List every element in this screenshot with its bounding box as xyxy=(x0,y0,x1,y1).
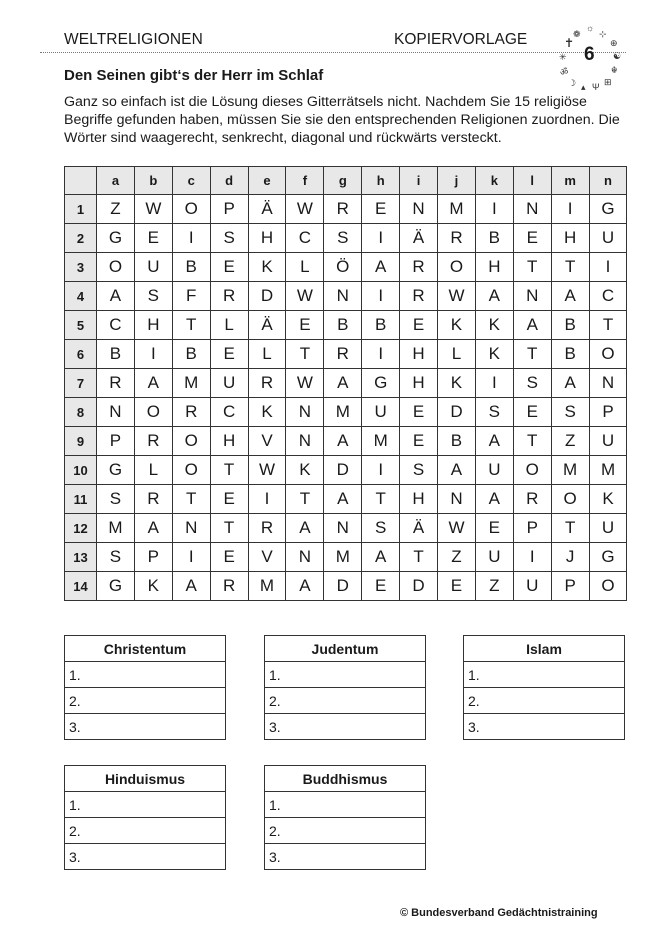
grid-cell[interactable]: H xyxy=(400,485,438,514)
grid-row-label: 12 xyxy=(65,514,97,543)
grid-cell[interactable]: W xyxy=(286,369,324,398)
answer-slot[interactable]: 3. xyxy=(65,714,226,740)
grid-cell[interactable]: L xyxy=(286,253,324,282)
grid-cell[interactable]: E xyxy=(438,572,476,601)
grid-column-label: j xyxy=(438,167,476,195)
grid-row-label: 5 xyxy=(65,311,97,340)
grid-cell[interactable]: R xyxy=(210,572,248,601)
grid-row-label: 1 xyxy=(65,195,97,224)
grid-cell[interactable]: G xyxy=(589,195,627,224)
answer-table-heading: Islam xyxy=(464,636,625,662)
grid-row-label: 6 xyxy=(65,340,97,369)
grid-row xyxy=(65,398,627,427)
grid-row-label: 11 xyxy=(65,485,97,514)
grid-cell[interactable]: S xyxy=(97,543,135,572)
yin-yang-icon: ☯ xyxy=(613,51,622,61)
grid-cell[interactable]: K xyxy=(248,253,286,282)
answer-table-buddhismus xyxy=(264,765,426,870)
grid-cell[interactable]: P xyxy=(513,514,551,543)
grid-cell[interactable]: Z xyxy=(551,427,589,456)
grid-cell[interactable]: N xyxy=(589,369,627,398)
grid-cell[interactable]: Z xyxy=(97,195,135,224)
grid-row xyxy=(65,340,627,369)
grid-cell[interactable]: I xyxy=(362,282,400,311)
grid-cell[interactable]: Ä xyxy=(248,195,286,224)
grid-cell[interactable]: G xyxy=(97,456,135,485)
grid-cell[interactable]: A xyxy=(475,485,513,514)
grid-cell[interactable]: E xyxy=(400,427,438,456)
grid-cell[interactable]: T xyxy=(210,514,248,543)
grid-cell[interactable]: N xyxy=(286,427,324,456)
grid-cell[interactable]: A xyxy=(286,572,324,601)
grid-cell[interactable]: E xyxy=(210,340,248,369)
grid-cell[interactable]: L xyxy=(134,456,172,485)
grid-cell[interactable]: W xyxy=(248,456,286,485)
grid-cell[interactable]: A xyxy=(362,543,400,572)
instructions: Ganz so einfach ist die Lösung dieses Gitterrätsels nicht. Nachdem Sie 15 religiöse Begriffe gefunden haben, müssen Sie sie den entsprechenden Religionen zuordnen. Die Wörter sind waagerecht, senkrecht, diagonal und rückwärts versteckt. xyxy=(64,94,620,146)
answer-slot[interactable]: 1. xyxy=(265,662,426,688)
bahai-icon: ⊕ xyxy=(610,38,618,48)
grid-cell[interactable]: T xyxy=(400,543,438,572)
grid-column-label: e xyxy=(248,167,286,195)
grid-cell[interactable]: A xyxy=(324,427,362,456)
grid-column-label: n xyxy=(589,167,627,195)
answer-table-heading: Judentum xyxy=(265,636,426,662)
answer-table-hinduismus xyxy=(64,765,226,870)
grid-cell[interactable]: S xyxy=(210,224,248,253)
grid-cell[interactable]: F xyxy=(172,282,210,311)
grid-cell[interactable]: A xyxy=(551,282,589,311)
grid-cell[interactable]: T xyxy=(589,311,627,340)
grid-cell[interactable]: W xyxy=(286,282,324,311)
grid-cell[interactable]: N xyxy=(286,543,324,572)
grid-column-label: a xyxy=(97,167,135,195)
star-of-david-icon: ▴ xyxy=(581,82,586,92)
grid-row-label: 2 xyxy=(65,224,97,253)
grid-cell[interactable]: I xyxy=(475,195,513,224)
grid-cell[interactable]: A xyxy=(134,369,172,398)
answer-slot[interactable]: 1. xyxy=(65,662,226,688)
grid-cell[interactable]: R xyxy=(324,195,362,224)
grid-cell[interactable]: T xyxy=(286,485,324,514)
grid-cell[interactable]: E xyxy=(362,572,400,601)
grid-row xyxy=(65,224,627,253)
grid-cell[interactable]: M xyxy=(248,572,286,601)
grid-cell[interactable]: E xyxy=(286,311,324,340)
answer-table-christentum xyxy=(64,635,226,740)
grid-cell[interactable]: S xyxy=(551,398,589,427)
grid-cell[interactable]: Z xyxy=(475,572,513,601)
grid-cell[interactable]: N xyxy=(513,282,551,311)
grid-corner xyxy=(65,167,97,195)
grid-cell[interactable]: B xyxy=(551,311,589,340)
grid-cell[interactable]: K xyxy=(134,572,172,601)
grid-cell[interactable]: R xyxy=(134,485,172,514)
grid-cell[interactable]: L xyxy=(248,340,286,369)
grid-cell[interactable]: M xyxy=(438,195,476,224)
grid-cell[interactable]: D xyxy=(248,282,286,311)
grid-cell[interactable]: I xyxy=(475,369,513,398)
grid-column-label: l xyxy=(513,167,551,195)
grid-cell[interactable]: E xyxy=(400,311,438,340)
grid-cell[interactable]: B xyxy=(172,253,210,282)
grid-cell[interactable]: J xyxy=(551,543,589,572)
grid-cell[interactable]: U xyxy=(210,369,248,398)
grid-cell[interactable]: T xyxy=(172,485,210,514)
grid-cell[interactable]: E xyxy=(400,398,438,427)
answer-table-heading: Hinduismus xyxy=(65,766,226,792)
religion-symbols-badge xyxy=(556,22,632,94)
grid-cell[interactable]: A xyxy=(286,514,324,543)
grid-cell[interactable]: E xyxy=(475,514,513,543)
menorah-icon: Ψ xyxy=(592,82,600,92)
grid-cell[interactable]: S xyxy=(324,224,362,253)
grid-cell[interactable]: B xyxy=(172,340,210,369)
grid-cell[interactable]: I xyxy=(248,485,286,514)
grid-cell[interactable]: O xyxy=(438,253,476,282)
grid-cell[interactable]: E xyxy=(210,485,248,514)
grid-cell[interactable]: G xyxy=(362,369,400,398)
grid-cell[interactable]: U xyxy=(589,427,627,456)
grid-cell[interactable]: R xyxy=(400,253,438,282)
answer-slot[interactable]: 3. xyxy=(65,844,226,870)
grid-cell[interactable]: U xyxy=(513,572,551,601)
grid-cell[interactable]: O xyxy=(172,427,210,456)
sun-icon: ☼ xyxy=(586,23,595,33)
grid-cell[interactable]: A xyxy=(362,253,400,282)
grid-cell[interactable]: M xyxy=(589,456,627,485)
grid-cell[interactable]: A xyxy=(172,572,210,601)
grid-cell[interactable]: E xyxy=(513,224,551,253)
grid-row xyxy=(65,572,627,601)
answer-table-islam xyxy=(463,635,625,740)
grid-cell[interactable]: O xyxy=(134,398,172,427)
answer-slot[interactable]: 2. xyxy=(464,688,625,714)
grid-cell[interactable]: D xyxy=(400,572,438,601)
grid-cell[interactable]: T xyxy=(551,253,589,282)
grid-cell[interactable]: N xyxy=(172,514,210,543)
grid-cell[interactable]: U xyxy=(475,543,513,572)
grid-cell[interactable]: G xyxy=(97,572,135,601)
grid-cell[interactable]: I xyxy=(513,543,551,572)
grid-cell[interactable]: A xyxy=(475,427,513,456)
grid-cell[interactable]: N xyxy=(513,195,551,224)
answer-slot[interactable]: 1. xyxy=(265,792,426,818)
grid-cell[interactable]: B xyxy=(97,340,135,369)
grid-row xyxy=(65,253,627,282)
grid-row-label: 14 xyxy=(65,572,97,601)
grid-cell[interactable]: A xyxy=(551,369,589,398)
grid-cell[interactable]: O xyxy=(513,456,551,485)
page-number: 6 xyxy=(584,44,595,65)
grid-cell[interactable]: N xyxy=(324,282,362,311)
grid-column-label: i xyxy=(400,167,438,195)
answer-slot[interactable]: 1. xyxy=(464,662,625,688)
grid-cell[interactable]: N xyxy=(324,514,362,543)
grid-cell[interactable]: R xyxy=(210,282,248,311)
grid-cell[interactable]: E xyxy=(210,253,248,282)
grid-cell[interactable]: R xyxy=(134,427,172,456)
grid-cell[interactable]: I xyxy=(551,195,589,224)
grid-cell[interactable]: C xyxy=(286,224,324,253)
grid-row-label: 3 xyxy=(65,253,97,282)
grid-cell[interactable]: T xyxy=(513,427,551,456)
grid-row-label: 9 xyxy=(65,427,97,456)
grid-cell[interactable]: W xyxy=(438,282,476,311)
grid-cell[interactable]: A xyxy=(324,369,362,398)
grid-cell[interactable]: N xyxy=(286,398,324,427)
grid-column-label: d xyxy=(210,167,248,195)
khanda-icon: ☬ xyxy=(611,65,618,75)
grid-cell[interactable]: H xyxy=(400,340,438,369)
grid-cell[interactable]: I xyxy=(172,543,210,572)
grid-cell[interactable]: S xyxy=(97,485,135,514)
grid-cell[interactable]: A xyxy=(97,282,135,311)
grid-cell[interactable]: Ä xyxy=(400,514,438,543)
grid-cell[interactable]: N xyxy=(400,195,438,224)
grid-column-label: f xyxy=(286,167,324,195)
grid-row-label: 10 xyxy=(65,456,97,485)
grid-cell[interactable]: Ö xyxy=(324,253,362,282)
grid-cell[interactable]: O xyxy=(172,456,210,485)
grid-cell[interactable]: O xyxy=(589,572,627,601)
grid-cell[interactable]: E xyxy=(513,398,551,427)
grid-cell[interactable]: S xyxy=(400,456,438,485)
grid-cell[interactable]: L xyxy=(438,340,476,369)
grid-column-label: b xyxy=(134,167,172,195)
grid-cell[interactable]: M xyxy=(97,514,135,543)
grid-row xyxy=(65,456,627,485)
grid-cell[interactable]: I xyxy=(134,340,172,369)
grid-row-label: 8 xyxy=(65,398,97,427)
grid-column-label: m xyxy=(551,167,589,195)
grid-row xyxy=(65,514,627,543)
page-title: Den Seinen gibt‘s der Herr im Schlaf xyxy=(64,67,324,84)
grid-cell[interactable]: W xyxy=(134,195,172,224)
grid-cell[interactable]: T xyxy=(172,311,210,340)
grid-cell[interactable]: U xyxy=(134,253,172,282)
grid-column-label: h xyxy=(362,167,400,195)
answer-table-heading: Christentum xyxy=(65,636,226,662)
grid-cell[interactable]: S xyxy=(134,282,172,311)
grid-column-label: k xyxy=(475,167,513,195)
grid-column-label: c xyxy=(172,167,210,195)
grid-cell[interactable]: A xyxy=(438,456,476,485)
grid-cell[interactable]: I xyxy=(362,224,400,253)
om-icon: ॐ xyxy=(560,67,569,77)
grid-cell[interactable]: W xyxy=(438,514,476,543)
section-title: WELTRELIGIONEN xyxy=(64,31,203,48)
grid-row xyxy=(65,485,627,514)
grid-cell[interactable]: R xyxy=(438,224,476,253)
grid-cell[interactable]: L xyxy=(210,311,248,340)
grid-cell[interactable]: I xyxy=(589,253,627,282)
answer-slot[interactable]: 2. xyxy=(65,688,226,714)
grid-cell[interactable]: H xyxy=(551,224,589,253)
grid-row xyxy=(65,427,627,456)
grid-cell[interactable]: U xyxy=(589,514,627,543)
grid-cell[interactable]: M xyxy=(324,398,362,427)
grid-row xyxy=(65,282,627,311)
grid-row xyxy=(65,543,627,572)
grid-cell[interactable]: N xyxy=(97,398,135,427)
grid-row xyxy=(65,311,627,340)
grid-cell[interactable]: S xyxy=(513,369,551,398)
answer-slot[interactable]: 3. xyxy=(265,714,426,740)
word-search-grid xyxy=(64,166,627,601)
grid-cell[interactable]: R xyxy=(172,398,210,427)
grid-column-label: g xyxy=(324,167,362,195)
grid-cell[interactable]: P xyxy=(210,195,248,224)
grid-cell[interactable]: Ä xyxy=(400,224,438,253)
grid-cell[interactable]: S xyxy=(475,398,513,427)
grid-cell[interactable]: M xyxy=(362,427,400,456)
answer-slot[interactable]: 3. xyxy=(464,714,625,740)
grid-cell[interactable]: R xyxy=(513,485,551,514)
grid-cell[interactable]: B xyxy=(324,311,362,340)
grid-cell[interactable]: U xyxy=(475,456,513,485)
grid-cell[interactable]: O xyxy=(589,340,627,369)
dotted-divider xyxy=(40,52,626,53)
answer-table-judentum xyxy=(264,635,426,740)
grid-cell[interactable]: T xyxy=(362,485,400,514)
answer-slot[interactable]: 3. xyxy=(265,844,426,870)
grid-cell[interactable]: B xyxy=(475,224,513,253)
grid-cell[interactable]: B xyxy=(551,340,589,369)
grid-cell[interactable]: E xyxy=(134,224,172,253)
grid-cell[interactable]: H xyxy=(134,311,172,340)
grid-cell[interactable]: T xyxy=(210,456,248,485)
grid-cell[interactable]: C xyxy=(210,398,248,427)
grid-cell[interactable]: K xyxy=(438,311,476,340)
grid-cell[interactable]: M xyxy=(324,543,362,572)
copyright: © Bundesverband Gedächtnistraining xyxy=(400,907,598,919)
grid-cell[interactable]: D xyxy=(324,456,362,485)
grid-cell[interactable]: T xyxy=(513,340,551,369)
grid-row-label: 13 xyxy=(65,543,97,572)
grid-cell[interactable]: E xyxy=(362,195,400,224)
grid-cell[interactable]: B xyxy=(438,427,476,456)
grid-cell[interactable]: P xyxy=(551,572,589,601)
grid-cell[interactable]: A xyxy=(513,311,551,340)
cross-icon: ✝ xyxy=(564,36,575,50)
answer-slot[interactable]: 2. xyxy=(65,818,226,844)
grid-cell[interactable]: V xyxy=(248,543,286,572)
grid-cell[interactable]: I xyxy=(362,340,400,369)
grid-cell[interactable]: O xyxy=(97,253,135,282)
grid-cell[interactable]: O xyxy=(172,195,210,224)
grid-row-label: 7 xyxy=(65,369,97,398)
grid-cell[interactable]: P xyxy=(134,543,172,572)
grid-cell[interactable]: M xyxy=(551,456,589,485)
grid-cell[interactable]: C xyxy=(97,311,135,340)
grid-cell[interactable]: K xyxy=(475,340,513,369)
grid-cell[interactable]: M xyxy=(172,369,210,398)
grid-cell[interactable]: K xyxy=(475,311,513,340)
grid-cell[interactable]: A xyxy=(475,282,513,311)
grid-cell[interactable]: G xyxy=(97,224,135,253)
grid-cell[interactable]: I xyxy=(172,224,210,253)
torii-icon: ⊞ xyxy=(604,77,612,87)
grid-cell[interactable]: R xyxy=(324,340,362,369)
grid-column-header-row xyxy=(65,167,627,195)
answer-slot[interactable]: 1. xyxy=(65,792,226,818)
grid-cell[interactable]: A xyxy=(134,514,172,543)
grid-cell[interactable]: I xyxy=(362,456,400,485)
grid-cell[interactable]: H xyxy=(248,224,286,253)
grid-cell[interactable]: R xyxy=(248,514,286,543)
grid-cell[interactable]: W xyxy=(286,195,324,224)
grid-row xyxy=(65,369,627,398)
grid-cell[interactable]: S xyxy=(362,514,400,543)
grid-cell[interactable]: H xyxy=(475,253,513,282)
answer-table-heading: Buddhismus xyxy=(265,766,426,792)
grid-cell[interactable]: H xyxy=(400,369,438,398)
grid-cell[interactable]: Ä xyxy=(248,311,286,340)
grid-cell[interactable]: D xyxy=(324,572,362,601)
grid-cell[interactable]: K xyxy=(438,369,476,398)
answer-slot[interactable]: 2. xyxy=(265,818,426,844)
grid-cell[interactable]: T xyxy=(513,253,551,282)
answer-slot[interactable]: 2. xyxy=(265,688,426,714)
grid-cell[interactable]: T xyxy=(286,340,324,369)
grid-cell[interactable]: N xyxy=(438,485,476,514)
grid-row-label: 4 xyxy=(65,282,97,311)
dharma-wheel-icon: ❁ xyxy=(573,29,581,39)
grid-cell[interactable]: O xyxy=(551,485,589,514)
grid-cell[interactable]: P xyxy=(97,427,135,456)
grid-cell[interactable]: R xyxy=(97,369,135,398)
grid-row xyxy=(65,195,627,224)
grid-cell[interactable]: D xyxy=(438,398,476,427)
sikh-icon: ✳ xyxy=(559,52,567,62)
grid-cell[interactable]: E xyxy=(210,543,248,572)
grid-cell[interactable]: R xyxy=(400,282,438,311)
grid-cell[interactable]: V xyxy=(248,427,286,456)
grid-cell[interactable]: U xyxy=(362,398,400,427)
grid-cell[interactable]: R xyxy=(248,369,286,398)
grid-cell[interactable]: C xyxy=(589,282,627,311)
grid-cell[interactable]: G xyxy=(589,543,627,572)
faravahar-icon: ⊹ xyxy=(599,29,607,39)
grid-cell[interactable]: B xyxy=(362,311,400,340)
document-kind: KOPIERVORLAGE xyxy=(394,31,528,48)
grid-cell[interactable]: K xyxy=(589,485,627,514)
grid-cell[interactable]: U xyxy=(589,224,627,253)
grid-cell[interactable]: Z xyxy=(438,543,476,572)
grid-cell[interactable]: H xyxy=(210,427,248,456)
grid-cell[interactable]: K xyxy=(286,456,324,485)
grid-cell[interactable]: K xyxy=(248,398,286,427)
grid-cell[interactable]: A xyxy=(324,485,362,514)
grid-cell[interactable]: P xyxy=(589,398,627,427)
grid-cell[interactable]: T xyxy=(551,514,589,543)
crescent-icon: ☽ xyxy=(568,78,577,88)
